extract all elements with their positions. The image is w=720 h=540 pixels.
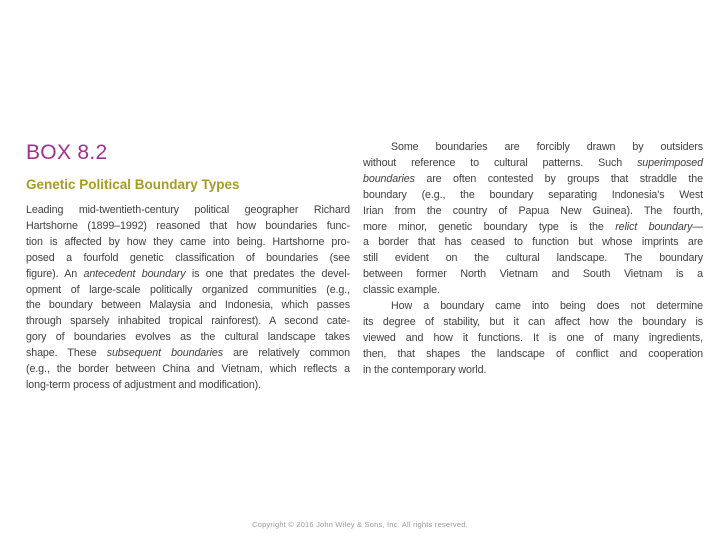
text-line: How a boundary came into being does not determine (391, 300, 703, 313)
text-line: Hartshorne (1899–1992) reasoned that how boundaries func- (26, 219, 350, 232)
text-line: gory of boundaries evolves as the cultural landscape takes (26, 331, 350, 344)
text-line: shape. These subsequent boundaries are relatively common (26, 347, 350, 360)
text-line: classic example. (363, 284, 440, 297)
text-line: opment of large-scale politically organized communities (e.g., (26, 283, 350, 296)
text-line: tion is affected by how they came into being. Hartshorne pro- (26, 235, 350, 248)
copyright-notice: Copyright © 2016 John Wiley & Sons, Inc. All rights reserved. (252, 520, 468, 529)
text-line: figure). An antecedent boundary is one that predates the devel- (26, 267, 350, 280)
text-line: Some boundaries are forcibly drawn by outsiders (391, 141, 703, 153)
text-line: still evident on the cultural landscape. The boundary (363, 252, 703, 265)
text-line: its degree of stability, but it can affect how the boundary is (363, 315, 703, 328)
text-line: a border that has ceased to function but whose imprints are (363, 236, 703, 249)
text-line: then, that shapes the landscape of conflict and cooperation (363, 347, 703, 360)
text-line: Leading mid-twentieth-century political geographer Richard (26, 204, 350, 216)
text-line: boundaries are often contested by groups that straddle the (363, 172, 703, 185)
text-line: (e.g., the border between China and Vietnam, which reflects a (26, 363, 350, 376)
text-line: through sparsely inhabited tropical rainforest). A second cate- (26, 315, 350, 328)
box-label: BOX 8.2 (26, 141, 108, 164)
text-line: boundary (e.g., the boundary separating Indonesia's West (363, 188, 703, 201)
text-line: viewed and how it functions. It is one of many ingredients, (363, 331, 703, 344)
text-line: the boundary between Malaysia and Indonesia, which passes (26, 299, 350, 312)
right-column (363, 140, 703, 379)
text-line: between former North Vietnam and South Vietnam is a (363, 268, 703, 281)
text-line: posed a fourfold genetic classification of boundaries (see (26, 251, 350, 264)
text-line: more minor, genetic boundary type is the relict boundary— (363, 220, 703, 233)
text-line: without reference to cultural patterns. Such superimposed (363, 156, 703, 169)
left-column (26, 203, 350, 394)
box-title: Genetic Political Boundary Types (26, 177, 240, 192)
text-line: in the contemporary world. (363, 363, 487, 376)
text-line: Irian from the country of Papua New Guinea). The fourth, (363, 204, 703, 217)
text-line: long-term process of adjustment and modification). (26, 378, 261, 391)
